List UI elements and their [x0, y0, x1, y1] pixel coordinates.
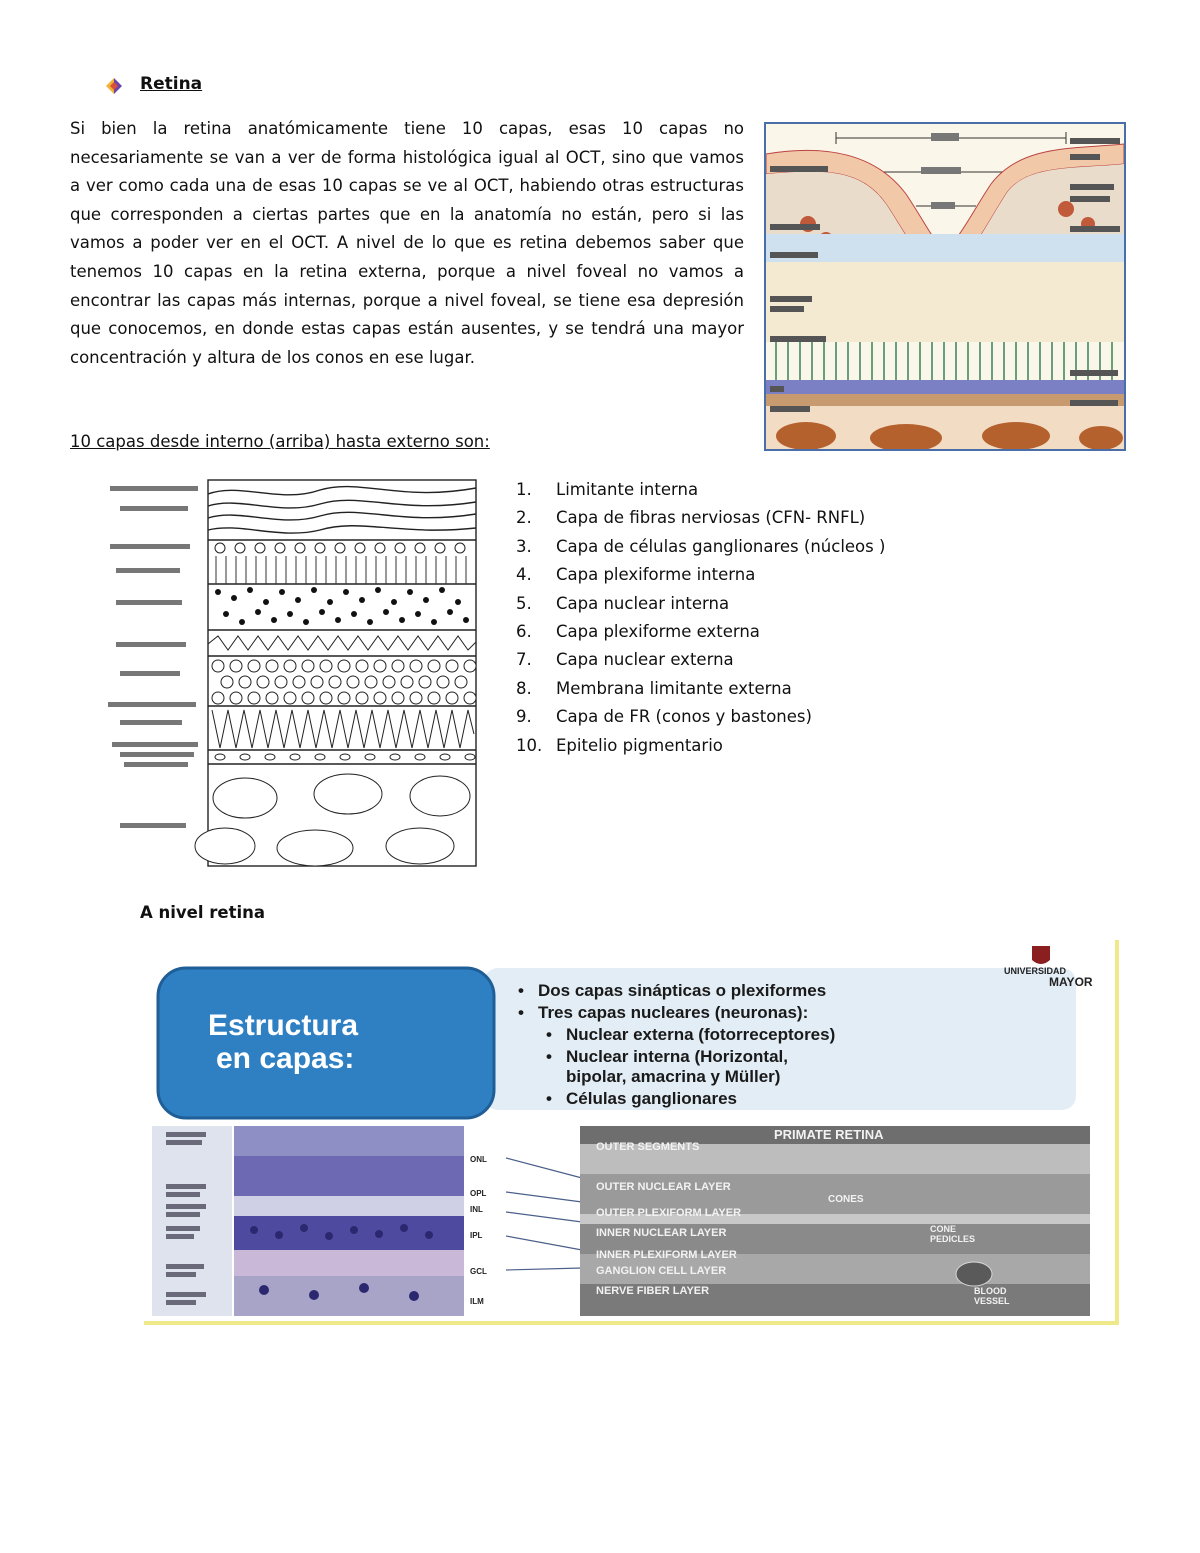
- list-item: 1. Limitante interna: [516, 480, 699, 499]
- svg-text:•: •: [518, 1003, 524, 1022]
- histo-label: GCL: [470, 1267, 487, 1276]
- fovea-cross-section-figure: [764, 122, 1126, 451]
- oct-label: PEDICLES: [930, 1234, 976, 1244]
- histo-label: INL: [470, 1205, 483, 1214]
- slide-bullet: Nuclear interna (Horizontal,: [566, 1047, 788, 1066]
- list-item: 10. Epitelio pigmentario: [516, 735, 723, 755]
- slide-bullet: Dos capas sinápticas o plexiformes: [538, 981, 827, 1000]
- oct-label: OUTER SEGMENTS: [596, 1141, 700, 1153]
- retina-layers-list: [516, 476, 885, 760]
- oct-label: CONES: [828, 1194, 864, 1205]
- list-item: 5. Capa nuclear interna: [516, 593, 730, 613]
- oct-label: GANGLION CELL LAYER: [596, 1265, 727, 1277]
- slide-bullet: Tres capas nucleares (neuronas):: [538, 1003, 809, 1022]
- histo-label: ILM: [470, 1297, 484, 1306]
- oct-label: OUTER PLEXIFORM LAYER: [596, 1207, 742, 1219]
- structure-slide-figure: [144, 940, 1119, 1325]
- list-item: 4. Capa plexiforme interna: [516, 565, 756, 585]
- oct-label: OUTER NUCLEAR LAYER: [596, 1181, 731, 1193]
- list-item: 7. Capa nuclear externa: [516, 650, 734, 670]
- oct-label: INNER PLEXIFORM LAYER: [596, 1249, 737, 1261]
- university-logo-icon: [1032, 946, 1050, 964]
- svg-text:•: •: [518, 981, 524, 1000]
- oct-label: BLOOD: [974, 1286, 1007, 1296]
- list-item: 6. Capa plexiforme externa: [516, 621, 760, 641]
- section-title: A nivel retina: [140, 903, 266, 922]
- svg-text:•: •: [546, 1089, 552, 1108]
- slide-bullet: Células ganglionares: [566, 1089, 737, 1108]
- slide-bullet: bipolar, amacrina y Müller): [566, 1067, 781, 1086]
- histo-label: IPL: [470, 1231, 483, 1240]
- slide-title-line1: Estructura: [208, 1009, 359, 1042]
- retina-layers-drawing-figure: [70, 474, 480, 876]
- layers-subheading: 10 capas desde interno (arriba) hasta externo son:: [70, 432, 490, 451]
- slide-bullet: Nuclear externa (fotorreceptores): [566, 1025, 836, 1044]
- oct-title: PRIMATE RETINA: [774, 1127, 884, 1142]
- svg-text:•: •: [546, 1025, 552, 1044]
- svg-text:•: •: [546, 1047, 552, 1066]
- oct-label: INNER NUCLEAR LAYER: [596, 1227, 727, 1239]
- section-heading: Retina: [140, 74, 203, 94]
- intro-paragraph: Si bien la retina anatómicamente tiene 10 capas, esas 10 capas no necesariamente se van a ver de forma histológica igual al OCT, sino que vamos a ver como cada una de esas 10 capas se ve al OCT, habiendo otras estructuras que corresponden a ciertas partes que en la anatomía no están, pero si las vamos a poder ver en el OCT. A nivel de lo que es retina debemos saber que tenemos 10 capas en la retina externa, porque a nivel foveal no vamos a encontrar las capas más internas, porque a nivel foveal, se tiene esa depresión que conocemos, en donde estas capas están ausentes, y se tendrá una mayor concentración y altura de los conos en ese lugar.: [70, 119, 744, 367]
- oct-label: VESSEL: [974, 1296, 1010, 1306]
- histo-label: OPL: [470, 1189, 487, 1198]
- list-item: 8. Membrana limitante externa: [516, 678, 792, 698]
- histo-label: ONL: [470, 1155, 487, 1164]
- oct-label: CONE: [930, 1224, 957, 1234]
- logo-text: UNIVERSIDAD: [1004, 966, 1067, 976]
- logo-text-2: MAYOR: [1049, 975, 1093, 989]
- list-item: 9. Capa de FR (conos y bastones): [516, 707, 812, 727]
- list-item: 3. Capa de células ganglionares (núcleos ): [516, 536, 886, 556]
- slide-title-line2: en capas:: [216, 1042, 355, 1075]
- arrow-bullet-icon: [104, 76, 124, 96]
- oct-label: NERVE FIBER LAYER: [596, 1285, 710, 1297]
- list-item: 2. Capa de fibras nerviosas (CFN- RNFL): [516, 508, 866, 528]
